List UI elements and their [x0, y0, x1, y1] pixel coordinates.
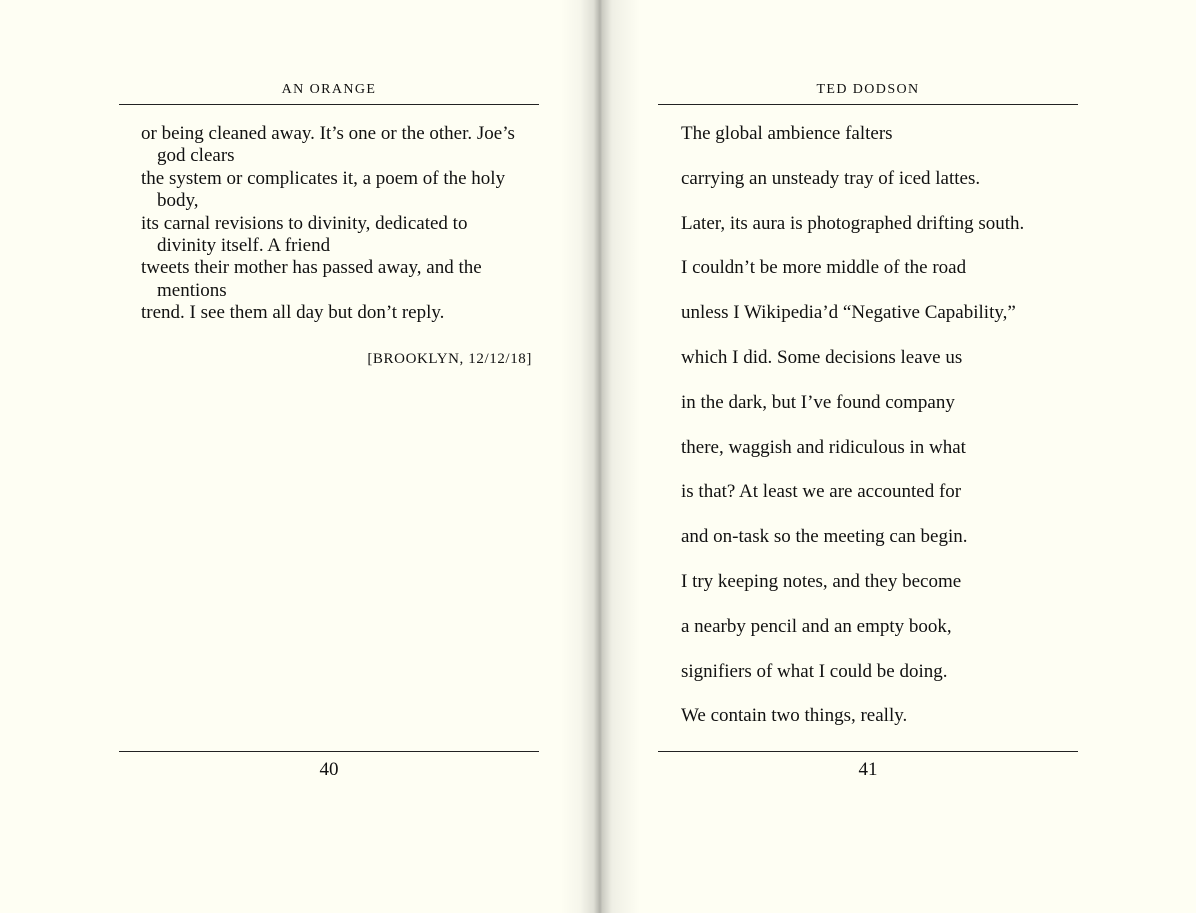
poem-line: Later, its aura is photographed drifting south.: [681, 212, 1025, 234]
poem-line: its carnal revisions to divinity, dedicated to divinity itself. A friend: [141, 212, 468, 257]
poem-line: and on-task so the meeting can begin.: [681, 526, 968, 548]
right-page: [658, 0, 1078, 913]
right-header-rule: [658, 104, 1078, 105]
poem-line: I try keeping notes, and they become: [681, 570, 962, 592]
left-poem-text: [141, 123, 521, 325]
poem-line: there, waggish and ridiculous in what: [681, 436, 966, 458]
poem-line: is that? At least we are accounted for: [681, 481, 962, 503]
left-page-number: 40: [319, 759, 339, 780]
poem-line: We contain two things, really.: [681, 705, 908, 727]
poem-line: in the dark, but I’ve found company: [681, 391, 955, 413]
right-running-head: TED DODSON: [816, 82, 920, 97]
poem-line: carrying an unsteady tray of iced lattes.: [681, 167, 981, 189]
poem-line: trend. I see them all day but don’t reply.: [141, 302, 445, 324]
right-page-number: 41: [858, 759, 878, 780]
left-header-rule: [119, 104, 539, 105]
right-poem-text: [681, 123, 1071, 750]
poem-line: or being cleaned away. It’s one or the other. Joe’s god clears: [141, 123, 515, 167]
left-page: [119, 0, 539, 913]
poem-line: signifiers of what I could be doing.: [681, 660, 948, 682]
book-gutter-shadow: [560, 0, 640, 913]
poem-line: the system or complicates it, a poem of the holy body,: [141, 167, 506, 212]
poem-line: tweets their mother has passed away, and the mentions: [141, 257, 482, 301]
poem-line: The global ambience falters: [681, 123, 893, 144]
poem-line: a nearby pencil and an empty book,: [681, 615, 952, 637]
right-footer-rule: [658, 751, 1078, 752]
place-date-note: [BROOKLYN, 12/12/18]: [367, 351, 532, 367]
poem-line: which I did. Some decisions leave us: [681, 346, 963, 368]
poem-line: unless I Wikipedia’d “Negative Capability,”: [681, 302, 1016, 324]
left-footer-rule: [119, 751, 539, 752]
left-running-head: AN ORANGE: [281, 82, 377, 97]
poem-line: I couldn’t be more middle of the road: [681, 257, 967, 279]
